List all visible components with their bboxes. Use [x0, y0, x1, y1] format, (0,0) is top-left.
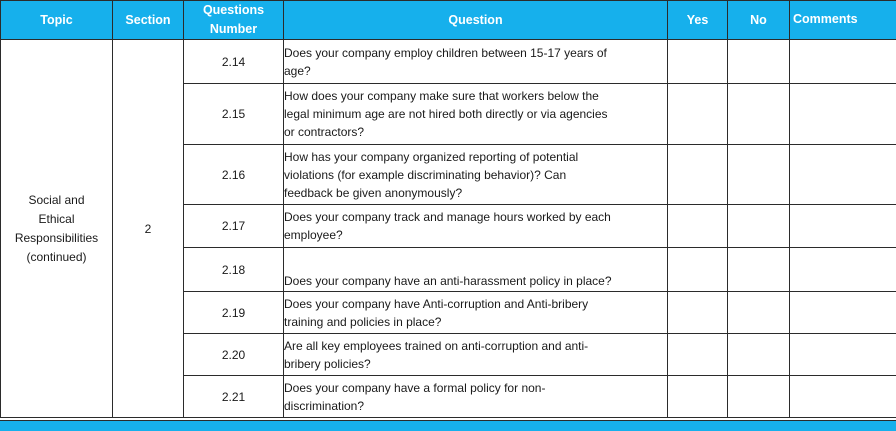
- question-text: [284, 376, 668, 418]
- table-row: [1, 40, 896, 84]
- question-line: Does your company track and manage hours worked by each: [284, 208, 667, 226]
- header-section: Section: [113, 1, 184, 40]
- comments-cell[interactable]: [790, 334, 896, 376]
- comments-cell[interactable]: [790, 40, 896, 84]
- comments-cell[interactable]: [790, 84, 896, 145]
- yes-cell[interactable]: [668, 205, 728, 248]
- question-text: [284, 205, 668, 248]
- question-line: employee?: [284, 226, 667, 244]
- comments-cell[interactable]: [790, 376, 896, 418]
- topic-line: Ethical: [1, 210, 112, 229]
- question-line: bribery policies?: [284, 355, 667, 373]
- question-number: 2.19: [184, 292, 284, 334]
- footer-header-bar: [0, 420, 896, 431]
- question-line: Are all key employees trained on anti-corruption and anti-: [284, 337, 667, 355]
- yes-cell[interactable]: [668, 40, 728, 84]
- comments-cell[interactable]: [790, 145, 896, 205]
- question-line: Does your company have an anti-harassment policy in place?: [284, 272, 667, 290]
- question-line: or contractors?: [284, 123, 667, 141]
- question-line: violations (for example discriminating behavior)? Can: [284, 166, 667, 184]
- question-line: discrimination?: [284, 397, 667, 415]
- yes-cell[interactable]: [668, 84, 728, 145]
- no-cell[interactable]: [728, 376, 790, 418]
- question-line: How has your company organized reporting of potential: [284, 148, 667, 166]
- no-cell[interactable]: [728, 248, 790, 292]
- yes-cell[interactable]: [668, 334, 728, 376]
- header-comments: Comments: [790, 1, 896, 40]
- question-number: 2.15: [184, 84, 284, 145]
- question-line: feedback be given anonymously?: [284, 184, 667, 202]
- question-number: 2.14: [184, 40, 284, 84]
- header-questions-number-line1: Questions: [184, 1, 283, 20]
- question-text: [284, 84, 668, 145]
- question-line: How does your company make sure that workers below the: [284, 87, 667, 105]
- header-yes: Yes: [668, 1, 728, 40]
- header-topic: Topic: [1, 1, 113, 40]
- comments-cell[interactable]: [790, 248, 896, 292]
- question-line: Does your company have a formal policy for non-: [284, 379, 667, 397]
- topic-line: Social and: [1, 191, 112, 210]
- question-text: [284, 248, 668, 292]
- topic-cell: [1, 40, 113, 418]
- question-line: training and policies in place?: [284, 313, 667, 331]
- question-line: Does your company have Anti-corruption and Anti-bribery: [284, 295, 667, 313]
- no-cell[interactable]: [728, 334, 790, 376]
- no-cell[interactable]: [728, 84, 790, 145]
- topic-line: (continued): [1, 248, 112, 267]
- yes-cell[interactable]: [668, 145, 728, 205]
- question-text: [284, 334, 668, 376]
- header-row: [1, 1, 896, 40]
- question-line: Does your company employ children between 15-17 years of: [284, 44, 667, 62]
- question-text: [284, 292, 668, 334]
- question-text: [284, 145, 668, 205]
- no-cell[interactable]: [728, 145, 790, 205]
- comments-cell[interactable]: [790, 205, 896, 248]
- no-cell[interactable]: [728, 205, 790, 248]
- no-cell[interactable]: [728, 40, 790, 84]
- question-number: 2.20: [184, 334, 284, 376]
- question-number: 2.18: [184, 248, 284, 292]
- header-no: No: [728, 1, 790, 40]
- section-cell: 2: [113, 40, 184, 418]
- yes-cell[interactable]: [668, 292, 728, 334]
- question-line: legal minimum age are not hired both directly or via agencies: [284, 105, 667, 123]
- topic-line: Responsibilities: [1, 229, 112, 248]
- yes-cell[interactable]: [668, 376, 728, 418]
- comments-cell[interactable]: [790, 292, 896, 334]
- no-cell[interactable]: [728, 292, 790, 334]
- header-question: Question: [284, 1, 668, 40]
- question-number: 2.21: [184, 376, 284, 418]
- header-questions-number-line2: Number: [184, 20, 283, 39]
- question-number: 2.17: [184, 205, 284, 248]
- header-questions-number: [184, 1, 284, 40]
- yes-cell[interactable]: [668, 248, 728, 292]
- question-line: age?: [284, 62, 667, 80]
- question-text: [284, 40, 668, 84]
- question-number: 2.16: [184, 145, 284, 205]
